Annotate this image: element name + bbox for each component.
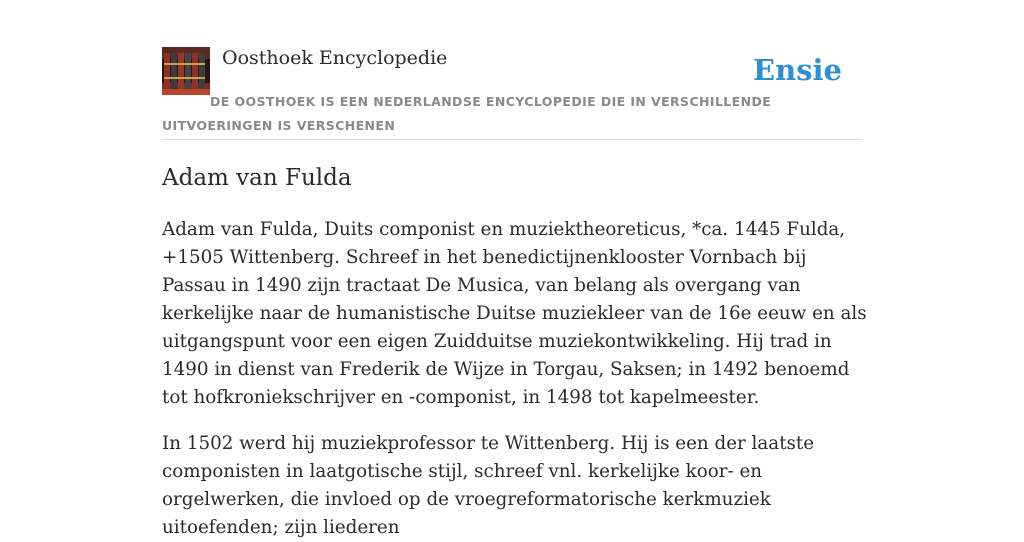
article-paragraph: In 1502 werd hij muziekprofessor te Wittenberg. Hij is een der laatste componisten in laatgotische stijl, schreef vnl. kerkelijke koor- en orgelwerken, die invloed op de vroegreformatorische kerkmuziek uitoefenden; zijn liederen: [162, 433, 815, 538]
article: [162, 160, 867, 542]
site-tagline: DE OOSTHOEK IS EEN NEDERLANDSE ENCYCLOPEDIE DIE IN VERSCHILLENDE UITVOERINGEN IS VERSCHENEN: [162, 94, 772, 133]
books-icon: [162, 47, 210, 95]
article-paragraph: Adam van Fulda, Duits componist en muziektheoreticus, *ca. 1445 Fulda, +1505 Wittenberg. Schreef in het benedictijnenklooster Vornbach bij Passau in 1490 zijn tractaat De Musica, van belang als overgang van kerkelijke naar de humanistische Duitse muziekleer van de 16e eeuw en als uitgangspunt voor een eigen Zuidduitse muziekontwikkeling. Hij trad in 1490 in dienst van Frederik de Wijze in Torgau, Saksen; in 1492 benoemd tot hofkroniekschrijver en -componist, in 1498 tot kapelmeester.: [162, 219, 867, 408]
site-header: [162, 46, 862, 140]
article-title: Adam van Fulda: [162, 165, 352, 191]
encyclopedia-books-avatar[interactable]: [162, 47, 210, 95]
site-name[interactable]: Oosthoek Encyclopedie: [222, 47, 448, 69]
brand-logo-link[interactable]: Ensie: [753, 53, 842, 87]
